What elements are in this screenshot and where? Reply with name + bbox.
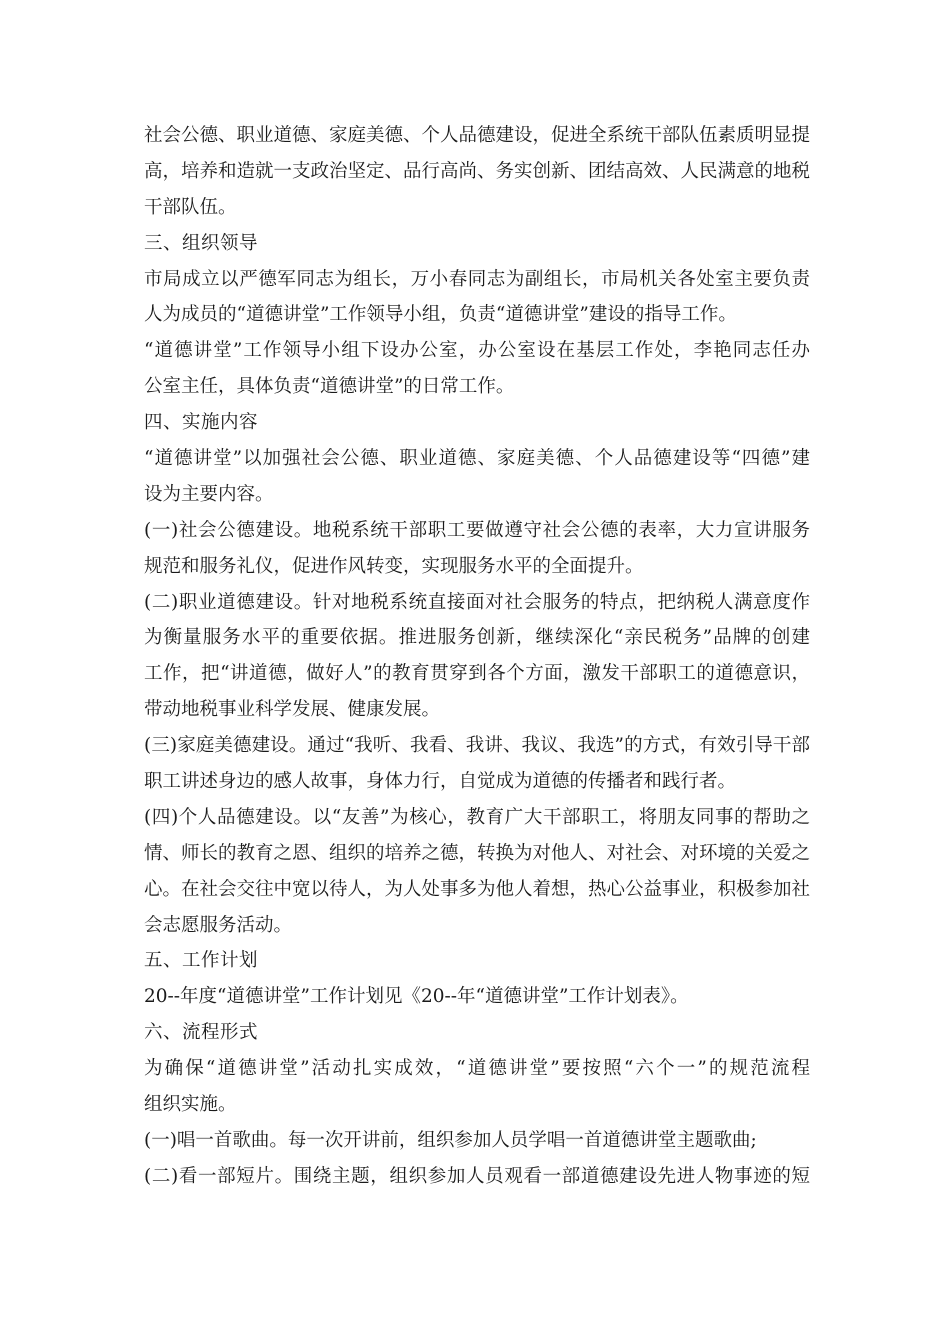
body-line: 组织实施。 [144,1094,237,1116]
body-line: (三)家庭美德建设。通过“我听、我看、我讲、我议、我选”的方式，有效引导干部 [144,735,810,757]
body-line: 设为主要内容。 [144,483,274,505]
body-line: 20--年度“道德讲堂”工作计划见《20--年“道德讲堂”工作计划表》。 [144,986,689,1008]
body-line: “道德讲堂”以加强社会公德、职业道德、家庭美德、个人品德建设等“四德”建 [144,448,810,470]
body-line: 会志愿服务活动。 [144,914,293,936]
body-line: 市局成立以严德军同志为组长，万小春同志为副组长，市局机关各处室主要负责 [144,268,810,290]
section-heading: 三、组织领导 [144,232,259,254]
body-line: (一)唱一首歌曲。每一次开讲前，组织参加人员学唱一首道德讲堂主题歌曲; [144,1129,757,1151]
body-line: 社会公德、职业道德、家庭美德、个人品德建设，促进全系统干部队伍素质明显提 [144,125,810,146]
section-heading: 四、实施内容 [144,412,259,434]
section-heading: 六、流程形式 [144,1022,259,1044]
body-line: (二)看一部短片。围绕主题，组织参加人员观看一部道德建设先进人物事迹的短 [144,1165,810,1187]
body-line: 高，培养和造就一支政治坚定、品行高尚、务实创新、团结高效、人民满意的地税 [144,160,810,182]
body-line: 心。在社会交往中宽以待人，为人处事多为他人着想，热心公益事业，积极参加社 [144,878,810,900]
body-line: 干部队伍。 [144,196,237,218]
body-line: 规范和服务礼仪，促进作风转变，实现服务水平的全面提升。 [144,555,644,577]
body-line: (二)职业道德建设。针对地税系统直接面对社会服务的特点，把纳税人满意度作 [144,591,810,613]
body-line: 为衡量服务水平的重要依据。推进服务创新，继续深化“亲民税务”品牌的创建 [144,627,810,649]
body-line: 工作，把“讲道德，做好人”的教育贯穿到各个方面，激发干部职工的道德意识， [144,663,810,685]
body-line: (四)个人品德建设。以“友善”为核心，教育广大干部职工，将朋友同事的帮助之 [144,806,810,828]
body-line: (一)社会公德建设。地税系统干部职工要做遵守社会公德的表率，大力宣讲服务 [144,519,810,541]
body-line: 公室主任，具体负责“道德讲堂”的日常工作。 [144,376,515,398]
section-heading: 五、工作计划 [144,950,259,972]
body-line: 带动地税事业科学发展、健康发展。 [144,699,441,721]
body-line: 为确保“道德讲堂”活动扎实成效，“道德讲堂”要按照“六个一”的规范流程 [144,1058,810,1080]
body-line: “道德讲堂”工作领导小组下设办公室，办公室设在基层工作处，李艳同志任办 [144,340,810,362]
body-line: 职工讲述身边的感人故事，身体力行，自觉成为道德的传播者和践行者。 [144,771,737,793]
body-line: 情、师长的教育之恩、组织的培养之德，转换为对他人、对社会、对环境的关爱之 [144,842,810,864]
document-body [144,118,810,1195]
body-line: 人为成员的“道德讲堂”工作领导小组，负责“道德讲堂”建设的指导工作。 [144,304,737,326]
